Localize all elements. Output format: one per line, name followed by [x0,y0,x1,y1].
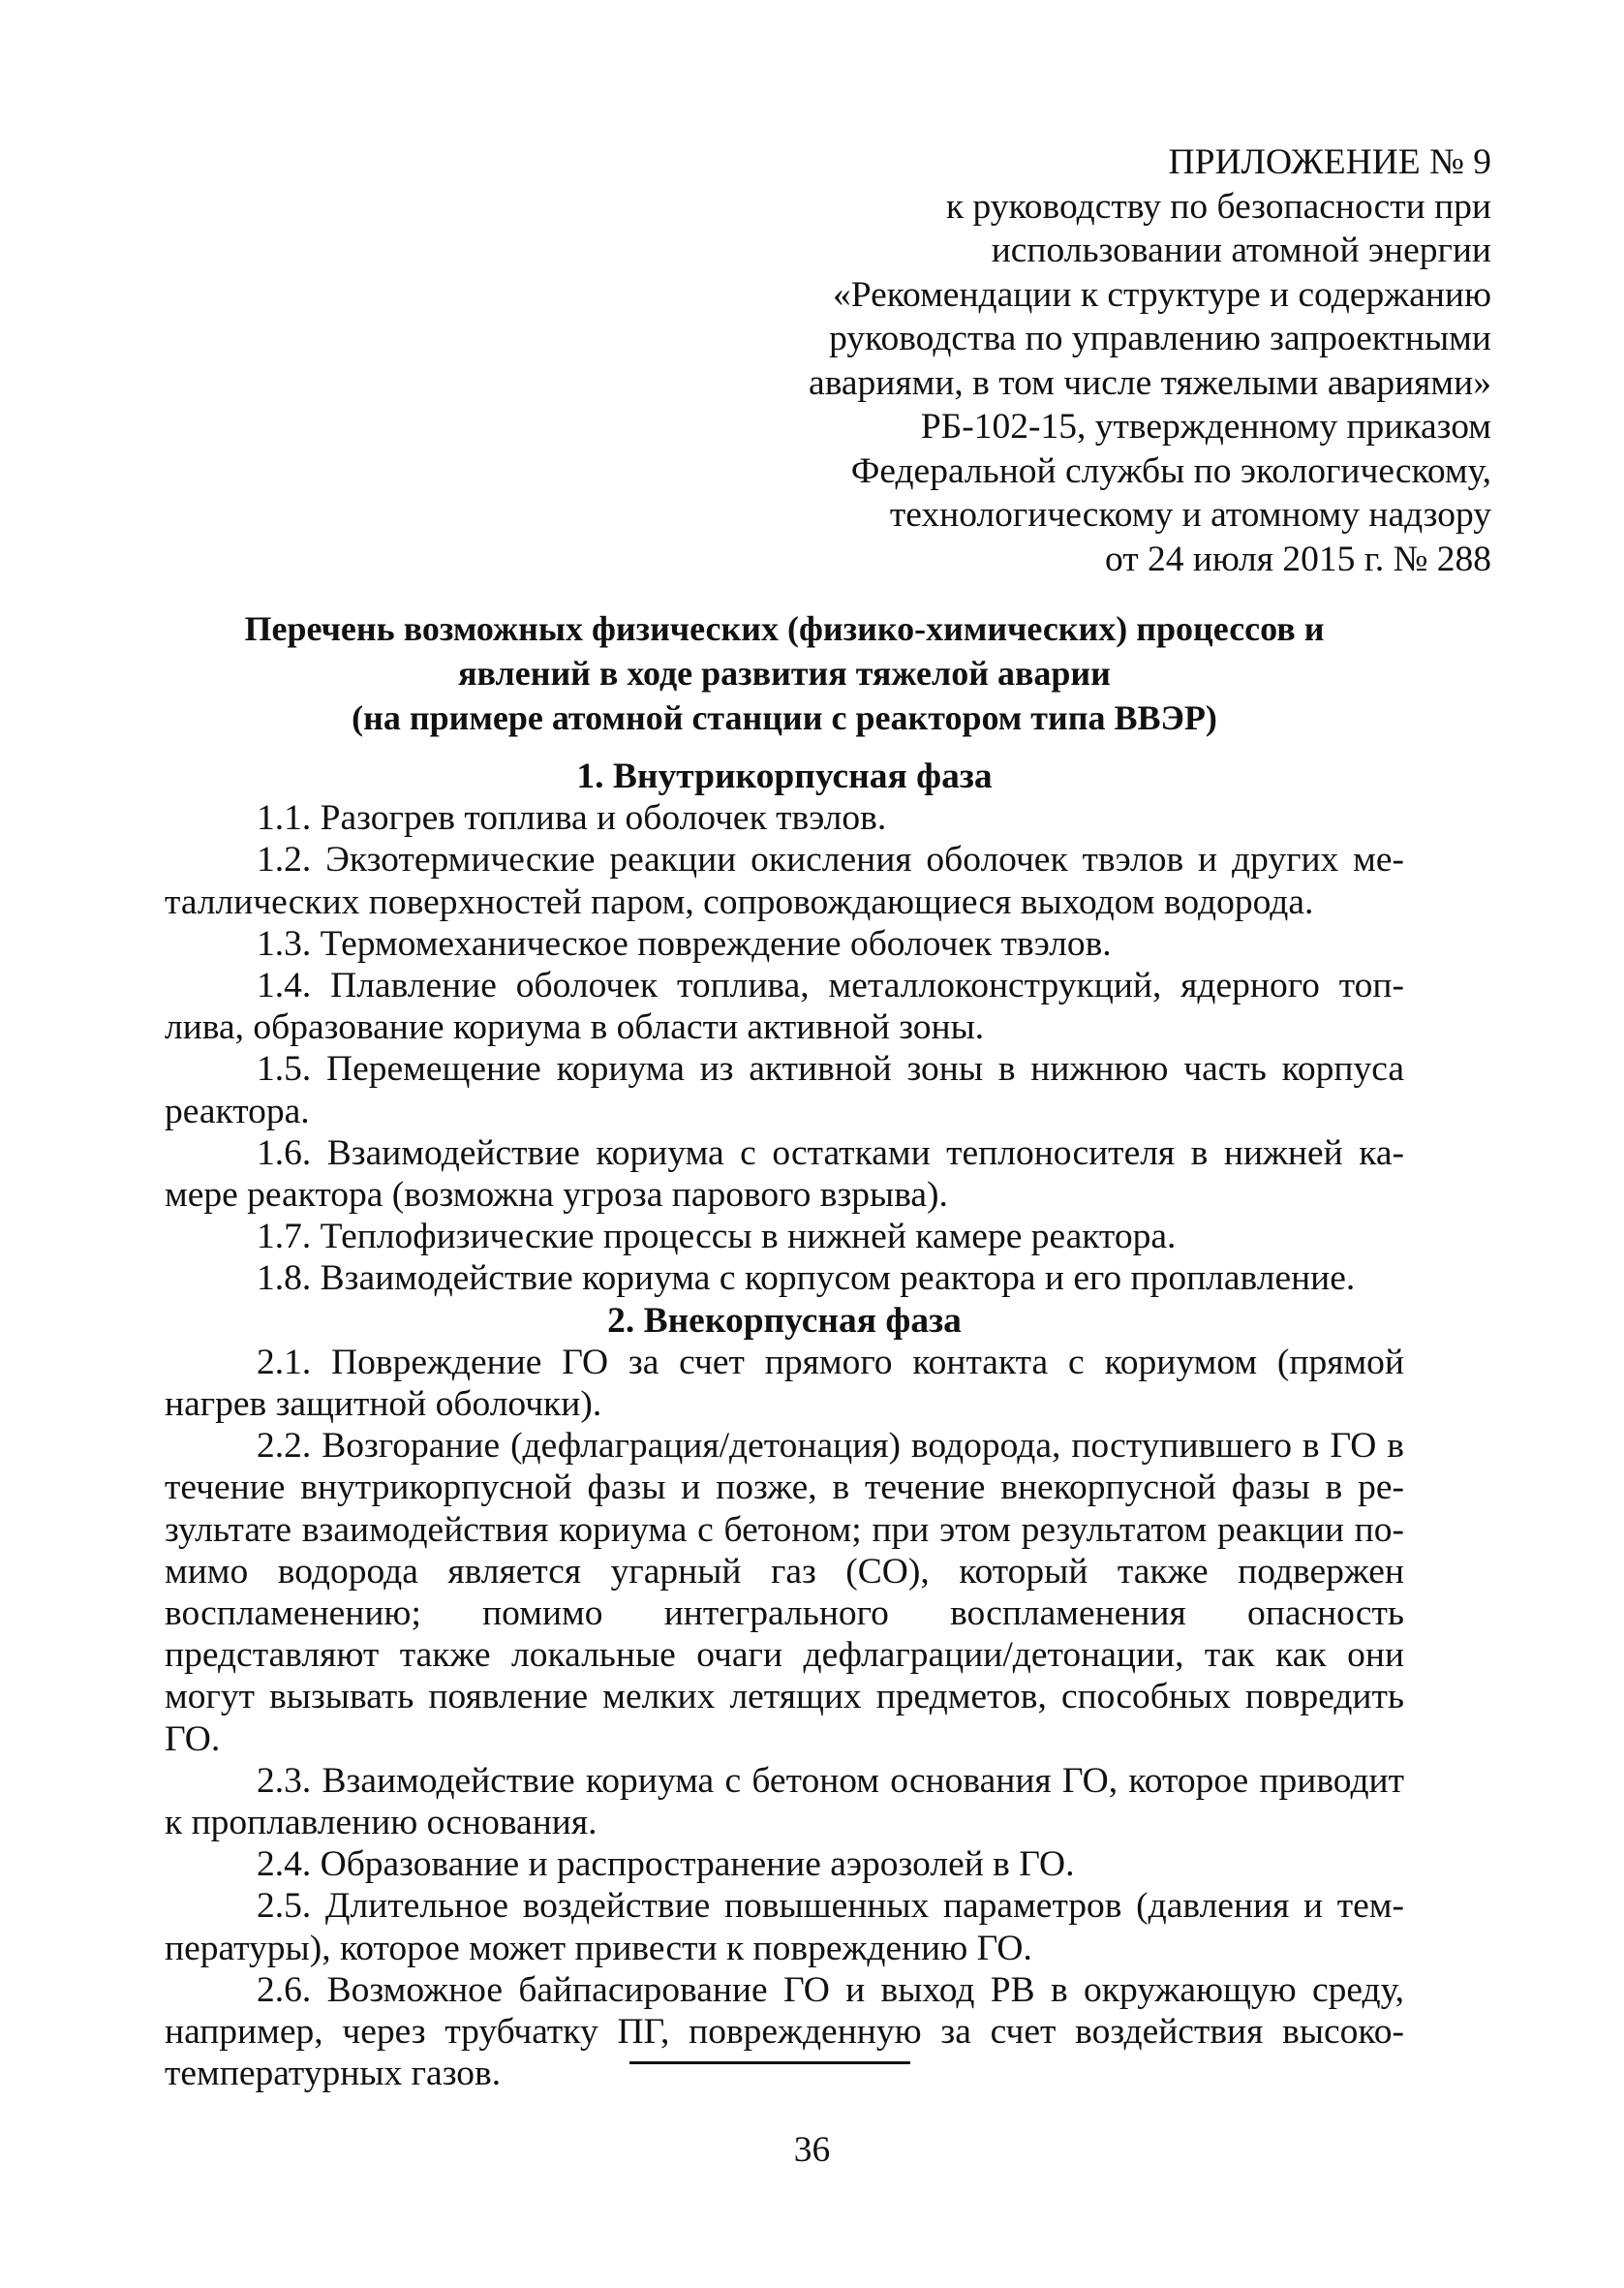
item-text: Возможное байпасирование ГО и выход РВ в окружающую среду, например, через трубчатку ПГ, поврежденную за счет воздействия высокотемпературных газов. [165,1969,1405,2094]
item-text: Экзотермические реакции окисления оболочек твэлов и других металлических поверхностей паром, сопровождающиеся выходом водорода. [165,840,1404,922]
item-number: 2.1. [257,1342,312,1382]
item-number: 1.1. [257,798,312,839]
list-item [165,1216,1404,1257]
footer-divider [629,2061,910,2064]
item-number: 1.5. [257,1049,312,1090]
title-line: Перечень возможных физических (физико-химических) процессов и [244,609,1325,648]
list-item [165,1132,1404,1216]
section-heading: 1. Внутрикорпусная фаза [576,757,993,796]
appendix-line: технологическому и атомному надзору [889,495,1491,535]
section-heading: 2. Внекорпусная фаза [607,1300,962,1341]
document-body [165,756,1404,2095]
list-item [165,1257,1404,1299]
list-item [165,965,1404,1048]
item-number: 1.4. [257,966,312,1006]
item-number: 2.5. [257,1886,312,1927]
appendix-line: ПРИЛОЖЕНИЕ № 9 [1168,142,1491,182]
item-number: 1.6. [257,1132,312,1173]
item-number: 1.8. [257,1258,312,1299]
item-number: 1.7. [257,1217,312,1257]
appendix-header [755,140,1491,581]
item-number: 2.3. [257,1760,312,1801]
item-text: Длительное воздействие повышенных параметров (давления и температуры), которое может привести к повреждению ГО. [165,1886,1405,1968]
list-item [165,797,1404,839]
appendix-line: «Рекомендации к структуре и содержанию [832,274,1491,315]
item-text: Теплофизические процессы в нижней камере реактора. [320,1217,1177,1257]
list-item [165,1843,1404,1885]
document-title [165,606,1404,740]
item-text: Разогрев топлива и оболочек твэлов. [320,798,887,839]
appendix-line: руководства по управлению запроектными [829,319,1491,358]
page-number: 36 [793,2130,831,2170]
list-item [165,1342,1404,1425]
item-text: Взаимодействие кориума с бетоном основания ГО, которое приводит к проплавлению основания. [165,1760,1404,1843]
item-text: Образование и распространение аэрозолей в ГО. [320,1844,1075,1885]
appendix-line: от 24 июля 2015 г. № 288 [1104,539,1491,579]
item-text: Термомеханическое повреждение оболочек твэлов. [320,923,1112,964]
appendix-line: Федеральной службы по экологическому, [850,450,1491,491]
list-item [165,1048,1404,1131]
item-text: Повреждение ГО за счет прямого контакта с кориумом (прямой нагрев защитной оболочки). [165,1342,1405,1425]
list-item [165,1425,1404,1760]
item-number: 2.6. [257,1969,312,2010]
item-number: 1.2. [257,840,312,881]
appendix-line: РБ-102-15, утвержденному приказом [920,407,1491,447]
list-item [165,1885,1404,1968]
list-item [165,1760,1404,1843]
item-text: Плавление оболочек топлива, металлоконструкций, ядерного топлива, образование кориума в области активной зоны. [165,966,1404,1048]
title-line: явлений в ходе развития тяжелой аварии [458,654,1111,693]
item-text: Перемещение кориума из активной зоны в нижнюю часть корпуса реактора. [165,1049,1404,1131]
item-number: 2.4. [257,1844,312,1885]
item-text: Взаимодействие кориума с корпусом реактора и его проплавление. [320,1258,1356,1299]
list-item [165,839,1404,922]
item-number: 2.2. [257,1426,312,1467]
title-line: (на примере атомной станции с реактором типа ВВЭР) [352,698,1217,737]
list-item [165,923,1404,965]
item-number: 1.3. [257,923,312,964]
item-text: Возгорание (дефлаграция/детонация) водорода, поступившего в ГО в течение внутрикорпусной фазы и позже, в течение внекорпусной фазы в результате взаимодействия кориума с бетоном; при этом результатом реакции помимо водорода является угарный газ (СО), который также подвержен воспламенению; помимо интегрального воспламенения опасность представляют также локальные очаги дефлаграции/детонации, так как они могут вызывать появление мелких летящих предметов, способных повредить ГО. [165,1426,1404,1759]
appendix-line: использовании атомной энергии [991,231,1491,270]
appendix-line: авариями, в том числе тяжелыми авариями» [809,362,1491,403]
appendix-line: к руководству по безопасности при [945,186,1491,227]
item-text: Взаимодействие кориума с остатками теплоносителя в нижней камере реактора (возможна угроза парового взрыва). [165,1132,1405,1216]
list-item [165,1969,1404,2095]
